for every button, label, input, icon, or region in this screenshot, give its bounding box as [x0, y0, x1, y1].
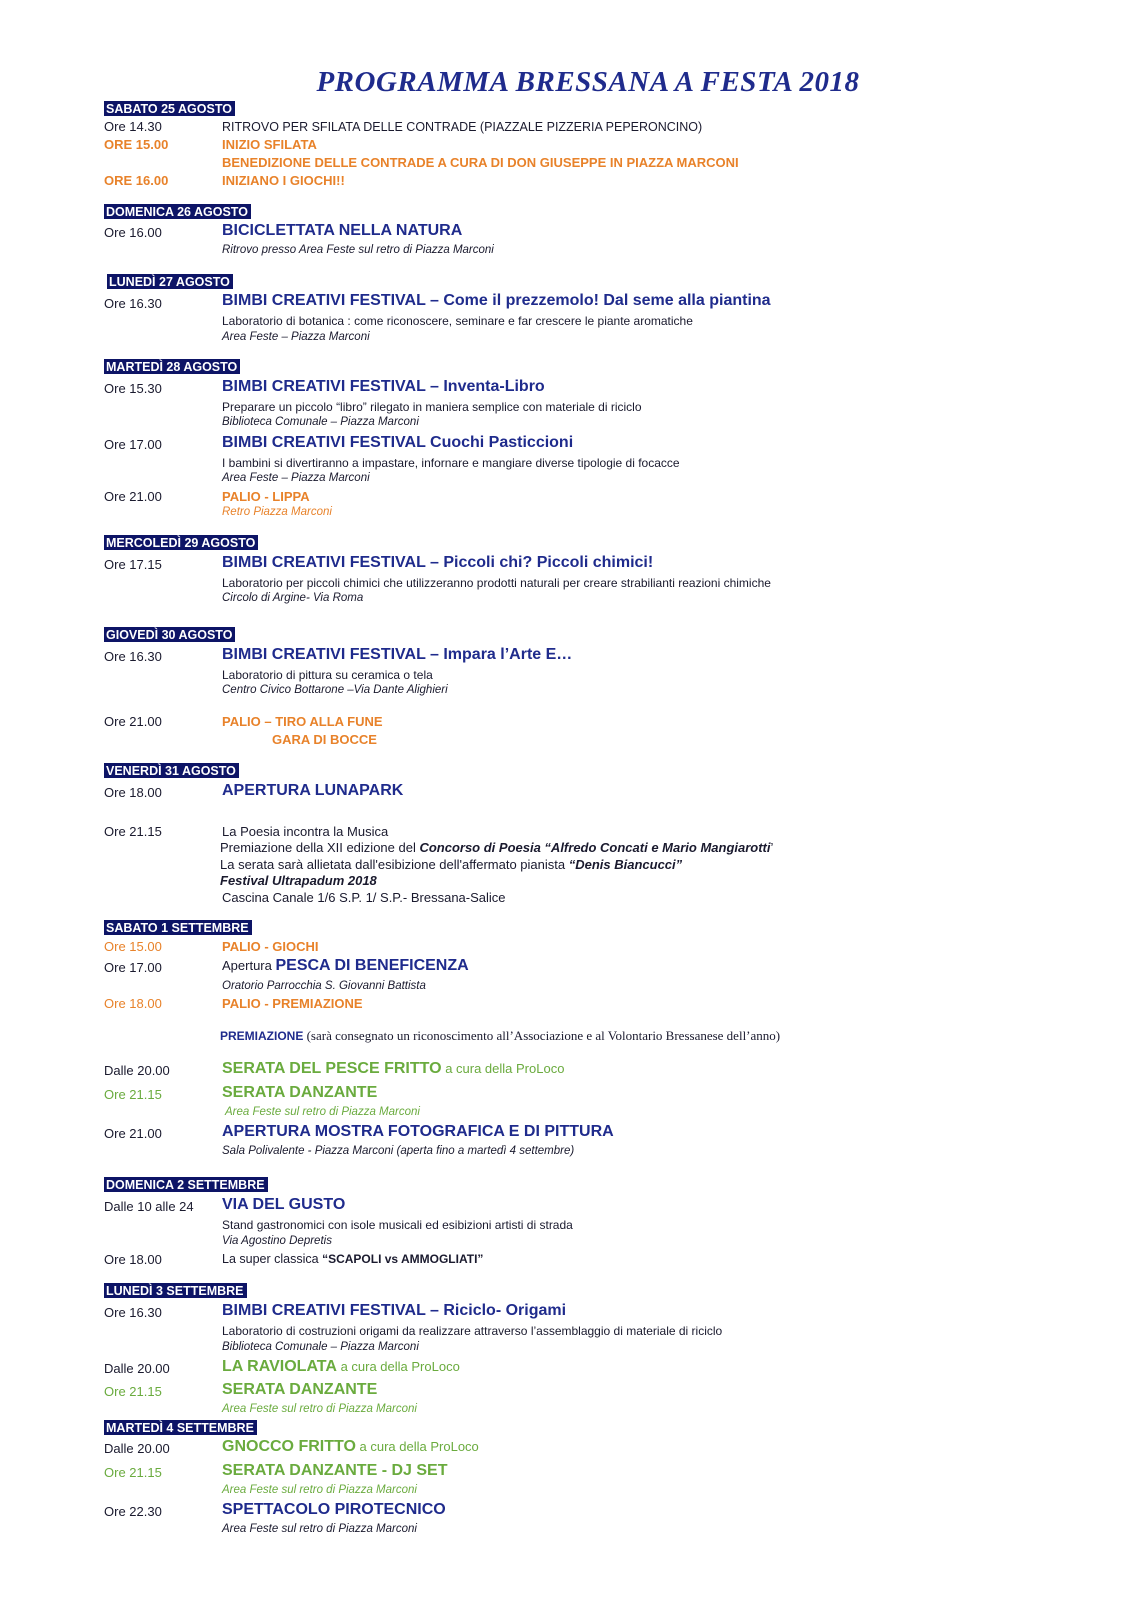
event-time: Ore 16.30 — [104, 296, 162, 311]
organizer: a cura della ProLoco — [355, 1439, 479, 1454]
event-location: Area Feste sul retro di Piazza Marconi — [222, 1523, 417, 1535]
event-description: Laboratorio di botanica : come riconoscere, seminare e far crescere le piante aromatiche — [222, 314, 693, 328]
event-title: SERATA DANZANTE — [222, 1381, 378, 1398]
organizer: a cura della ProLoco — [441, 1061, 565, 1076]
page-title: PROGRAMMA BRESSANA A FESTA 2018 — [316, 66, 860, 98]
event-description — [220, 857, 682, 872]
event-time: Ore 21.15 — [104, 1384, 162, 1399]
event-time: Ore 16.30 — [104, 1305, 162, 1320]
event-time: Dalle 20.00 — [104, 1441, 170, 1456]
event-time: Ore 21.15 — [104, 824, 162, 839]
festival-name: Festival Ultrapadum 2018 — [220, 873, 377, 888]
event-title — [222, 957, 469, 975]
event-description: Laboratorio di pittura su ceramica o tela — [222, 668, 433, 682]
event-title: BIMBI CREATIVI FESTIVAL – Come il prezzemolo! Dal seme alla piantina — [222, 292, 771, 309]
event-title: SERATA DANZANTE — [222, 1084, 378, 1101]
event-prefix: La super classica — [222, 1252, 323, 1266]
event-description: Laboratorio per piccoli chimici che utilizzeranno prodotti naturali per creare strabilianti reazioni chimiche — [222, 576, 771, 590]
event-title: BIMBI CREATIVI FESTIVAL – Piccoli chi? Piccoli chimici! — [222, 554, 654, 571]
description-text: ’ — [770, 840, 774, 855]
event-location: Area Feste – Piazza Marconi — [222, 472, 370, 484]
description-text: La serata sarà allietata dall'esibizione dell'affermato pianista — [220, 857, 569, 872]
event-title: PALIO - GIOCHI — [222, 939, 319, 954]
event-location: Area Feste sul retro di Piazza Marconi — [222, 1484, 417, 1496]
event-title: BICICLETTATA NELLA NATURA — [222, 222, 463, 239]
day-header: SABATO 1 SETTEMBRE — [104, 920, 252, 935]
event-title: BIMBI CREATIVI FESTIVAL – Inventa-Libro — [222, 378, 545, 395]
event-name: LA RAVIOLATA — [222, 1358, 337, 1375]
event-time: ORE 15.00 — [104, 137, 169, 152]
event-title: BIMBI CREATIVI FESTIVAL Cuochi Pasticcioni — [222, 434, 574, 451]
day-header: LUNEDÌ 27 AGOSTO — [107, 274, 233, 289]
day-header: LUNEDÌ 3 SETTEMBRE — [104, 1283, 247, 1298]
event-description — [220, 840, 773, 855]
event-time: ORE 16.00 — [104, 173, 169, 188]
event-title — [222, 1060, 564, 1078]
event-location: Area Feste sul retro di Piazza Marconi — [222, 1403, 417, 1415]
event-title: PALIO - LIPPA — [222, 489, 310, 504]
event-title — [222, 1252, 483, 1266]
event-title: APERTURA MOSTRA FOTOGRAFICA E DI PITTURA — [222, 1123, 614, 1140]
event-time: Ore 21.00 — [104, 489, 162, 504]
event-title: BIMBI CREATIVI FESTIVAL – Impara l’Arte E… — [222, 646, 573, 663]
day-header: MARTEDÌ 4 SETTEMBRE — [104, 1420, 257, 1435]
event-time: Ore 18.00 — [104, 996, 162, 1011]
event-time: Dalle 10 alle 24 — [104, 1199, 194, 1214]
event-location: Sala Polivalente - Piazza Marconi (aperta fino a martedì 4 settembre) — [222, 1145, 575, 1157]
event-description: Preparare un piccolo “libro” rilegato in maniera semplice con materiale di riciclo — [222, 400, 642, 414]
pianist-name: “Denis Biancucci” — [568, 857, 683, 872]
event-time: Ore 22.30 — [104, 1504, 162, 1519]
event-location: Area Feste sul retro di Piazza Marconi — [225, 1106, 420, 1118]
event-location: Via Agostino Depretis — [222, 1235, 332, 1247]
event-time: Ore 21.00 — [104, 1126, 162, 1141]
event-title: PALIO – TIRO ALLA FUNE — [222, 714, 383, 729]
event-time: Ore 18.00 — [104, 785, 162, 800]
event-time: Dalle 20.00 — [104, 1063, 170, 1078]
event-time: Ore 16.30 — [104, 649, 162, 664]
event-location: Biblioteca Comunale – Piazza Marconi — [222, 416, 419, 428]
event-prefix: Apertura — [222, 958, 276, 973]
award-description: (sarà consegnato un riconoscimento all’Associazione e al Volontario Bressanese dell’anno) — [303, 1028, 781, 1043]
event-time: Ore 21.15 — [104, 1465, 162, 1480]
event-title: SPETTACOLO PIROTECNICO — [222, 1501, 446, 1518]
event-title: APERTURA LUNAPARK — [222, 782, 404, 799]
event-name: GNOCCO FRITTO — [222, 1438, 356, 1455]
event-description: Stand gastronomici con isole musicali ed esibizioni artisti di strada — [222, 1218, 573, 1232]
event-name: PESCA DI BENEFICENZA — [275, 957, 469, 974]
event-location: Oratorio Parrocchia S. Giovanni Battista — [222, 980, 426, 992]
event-title: GARA DI BOCCE — [272, 732, 377, 747]
event-location: Circolo di Argine- Via Roma — [222, 592, 364, 604]
event-time: Ore 15.00 — [104, 939, 162, 954]
day-header: DOMENICA 26 AGOSTO — [104, 204, 251, 219]
event-title: SERATA DANZANTE - DJ SET — [222, 1462, 448, 1479]
event-title: INIZIO SFILATA — [222, 137, 317, 152]
event-time: Ore 17.00 — [104, 437, 162, 452]
day-header: GIOVEDÌ 30 AGOSTO — [104, 627, 235, 642]
event-title: La Poesia incontra la Musica — [222, 824, 389, 839]
event-time: Dalle 20.00 — [104, 1361, 170, 1376]
event-title: BIMBI CREATIVI FESTIVAL – Riciclo- Origami — [222, 1302, 567, 1319]
day-header: SABATO 25 AGOSTO — [104, 101, 235, 116]
event-description: I bambini si divertiranno a impastare, infornare e mangiare diverse tipologie di focacce — [222, 456, 680, 470]
event-time: Ore 15.30 — [104, 381, 162, 396]
event-name: “SCAPOLI vs AMMOGLIATI” — [322, 1252, 484, 1266]
day-header: DOMENICA 2 SETTEMBRE — [104, 1177, 268, 1192]
event-time: Ore 21.15 — [104, 1087, 162, 1102]
event-location: Retro Piazza Marconi — [222, 506, 332, 518]
event-location: Biblioteca Comunale – Piazza Marconi — [222, 1341, 419, 1353]
award-note — [220, 1028, 780, 1044]
contest-name: Concorso di Poesia “Alfredo Concati e Mario Mangiarotti — [419, 840, 771, 855]
event-title — [222, 1358, 460, 1376]
event-title: BENEDIZIONE DELLE CONTRADE A CURA DI DON GIUSEPPE IN PIAZZA MARCONI — [222, 155, 739, 170]
event-title: RITROVO PER SFILATA DELLE CONTRADE (PIAZZALE PIZZERIA PEPERONCINO) — [222, 120, 703, 134]
event-description: Laboratorio di costruzioni origami da realizzare attraverso l’assemblaggio di materiale di riciclo — [222, 1324, 723, 1338]
award-label: PREMIAZIONE — [220, 1029, 304, 1043]
day-header: VENERDÌ 31 AGOSTO — [104, 763, 239, 778]
event-location: Area Feste – Piazza Marconi — [222, 331, 370, 343]
event-title — [222, 1438, 479, 1456]
event-location: Ritrovo presso Area Feste sul retro di Piazza Marconi — [222, 244, 494, 256]
event-time: Ore 18.00 — [104, 1252, 162, 1267]
day-header: MARTEDÌ 28 AGOSTO — [104, 359, 240, 374]
organizer: a cura della ProLoco — [336, 1359, 460, 1374]
event-time: Ore 16.00 — [104, 225, 162, 240]
day-header: MERCOLEDÌ 29 AGOSTO — [104, 535, 258, 550]
event-time: Ore 17.15 — [104, 557, 162, 572]
event-time: Ore 14.30 — [104, 119, 162, 134]
event-location: Cascina Canale 1/6 S.P. 1/ S.P.- Bressana-Salice — [222, 890, 506, 905]
event-time: Ore 17.00 — [104, 960, 162, 975]
event-title: PALIO - PREMIAZIONE — [222, 996, 363, 1011]
event-location: Centro Civico Bottarone –Via Dante Alighieri — [222, 684, 448, 696]
description-text: Premiazione della XII edizione del — [220, 840, 420, 855]
event-title: VIA DEL GUSTO — [222, 1196, 346, 1213]
event-time: Ore 21.00 — [104, 714, 162, 729]
event-name: SERATA DEL PESCE FRITTO — [222, 1060, 442, 1077]
event-title: INIZIANO I GIOCHI!! — [222, 173, 345, 188]
